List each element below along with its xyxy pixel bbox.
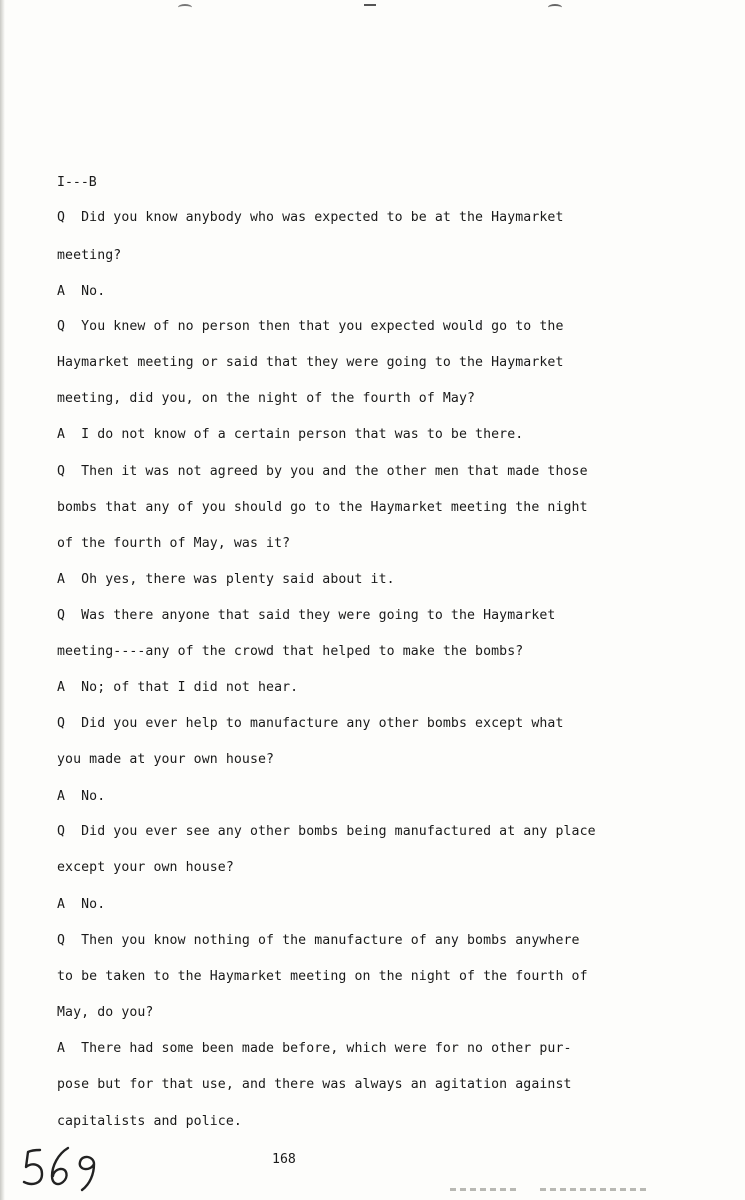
scan-mark: [548, 4, 562, 11]
transcript-line: Q Then you know nothing of the manufacture of any bombs anywhere: [57, 933, 580, 948]
transcript-line: meeting----any of the crowd that helped to make the bombs?: [57, 644, 524, 659]
transcript-line: Haymarket meeting or said that they were going to the Haymarket: [57, 355, 564, 370]
page-number: 168: [272, 1152, 296, 1167]
transcript-line: May, do you?: [57, 1005, 154, 1020]
transcript-line: A No.: [57, 284, 106, 299]
transcript-line: capitalists and police.: [57, 1114, 242, 1129]
transcript-line: Q Then it was not agreed by you and the other men that made those: [57, 464, 588, 479]
transcript-line: A I do not know of a certain person that was to be there.: [57, 427, 524, 442]
section-code: I---B: [57, 175, 97, 190]
transcript-line: Q Was there anyone that said they were going to the Haymarket: [57, 608, 556, 623]
transcript-line: meeting, did you, on the night of the fourth of May?: [57, 391, 476, 406]
scan-mark: [178, 4, 192, 11]
transcript-line: A Oh yes, there was plenty said about it.: [57, 572, 395, 587]
transcript-line: Q Did you ever see any other bombs being manufactured at any place: [57, 824, 596, 839]
transcript-line: Q You knew of no person then that you expected would go to the: [57, 319, 564, 334]
transcript-line: pose but for that use, and there was always an agitation against: [57, 1077, 572, 1092]
transcript-line: meeting?: [57, 248, 122, 263]
transcript-line: bombs that any of you should go to the Haymarket meeting the night: [57, 500, 588, 515]
transcript-line: except your own house?: [57, 860, 234, 875]
scan-mark: [540, 1188, 650, 1191]
scan-mark: [450, 1188, 520, 1191]
transcript-line: A No.: [57, 897, 106, 912]
handwritten-folio-number: [20, 1142, 110, 1192]
transcript-line: A No; of that I did not hear.: [57, 680, 299, 695]
scan-mark: [364, 4, 376, 11]
transcript-line: you made at your own house?: [57, 752, 275, 767]
scanned-page-edge: [0, 0, 5, 1200]
transcript-line: A No.: [57, 789, 106, 804]
transcript-line: to be taken to the Haymarket meeting on the night of the fourth of: [57, 969, 588, 984]
transcript-line: of the fourth of May, was it?: [57, 536, 291, 551]
transcript-line: Q Did you ever help to manufacture any other bombs except what: [57, 716, 564, 731]
transcript-line: A There had some been made before, which were for no other pur-: [57, 1041, 572, 1056]
transcript-line: Q Did you know anybody who was expected to be at the Haymarket: [57, 210, 564, 225]
